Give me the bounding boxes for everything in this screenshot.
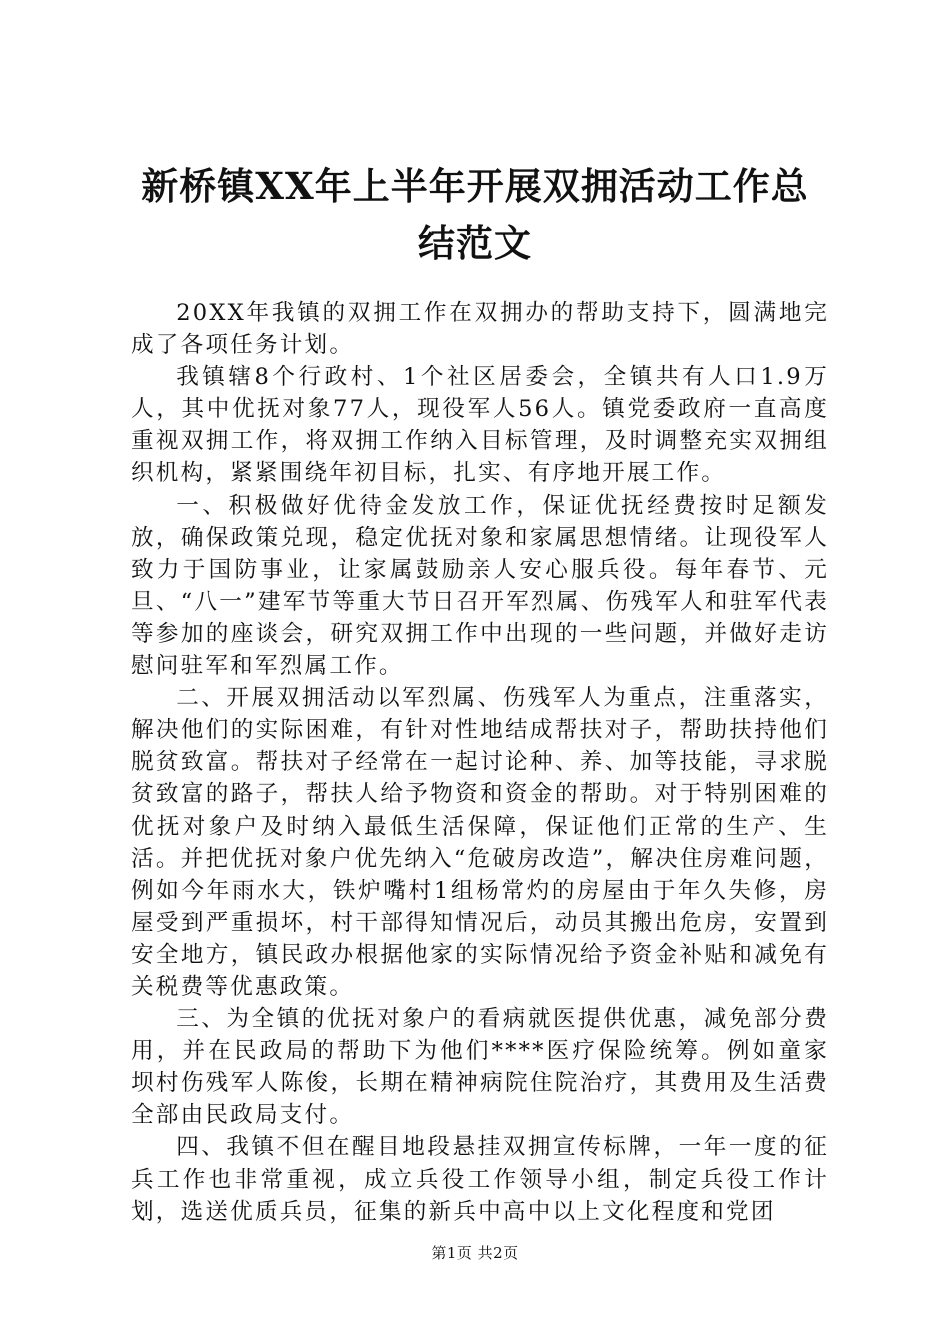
document-title: 新桥镇XX年上半年开展双拥活动工作总结范文	[141, 164, 809, 265]
paragraph-overview: 我镇辖8个行政村、1个社区居委会，全镇共有人口1.9万人，其中优抚对象77人，现役军人56人。镇党委政府一直高度重视双拥工作，将双拥工作纳入目标管理，及时调整充实双拥组织机构，紧紧围绕年初目标，扎实、有序地开展工作。	[131, 364, 829, 487]
document-body	[131, 297, 829, 1228]
paragraph-section-4: 四、我镇不但在醒目地段悬挂双拥宣传标牌，一年一度的征兵工作也非常重视，成立兵役工作领导小组，制定兵役工作计划，选送优质兵员，征集的新兵中高中以上文化程度和党团	[131, 1134, 829, 1225]
page-footer: 第1页 共2页	[431, 1244, 519, 1262]
paragraph-section-3: 三、为全镇的优抚对象户的看病就医提供优惠，减免部分费用，并在民政局的帮助下为他们****医疗保险统筹。例如童家坝村伤残军人陈俊，长期在精神病院住院治疗，其费用及生活费全部由民政局支付。	[131, 1006, 829, 1129]
paragraph-section-1: 一、积极做好优待金发放工作，保证优抚经费按时足额发放，确保政策兑现，稳定优抚对象和家属思想情绪。让现役军人致力于国防事业，让家属鼓励亲人安心服兵役。每年春节、元旦、“八一”建军节等重大节日召开军烈属、伤残军人和驻军代表等参加的座谈会，研究双拥工作中出现的一些问题，并做好走访慰问驻军和军烈属工作。	[131, 492, 829, 680]
paragraph-section-2: 二、开展双拥活动以军烈属、伤残军人为重点，注重落实，解决他们的实际困难，有针对性地结成帮扶对子，帮助扶持他们脱贫致富。帮扶对子经常在一起讨论种、养、加等技能，寻求脱贫致富的路子，帮扶人给予物资和资金的帮助。对于特别困难的优抚对象户及时纳入最低生活保障，保证他们正常的生产、生活。并把优抚对象户优先纳入“危破房改造”，解决住房难问题，例如今年雨水大，铁炉嘴村1组杨常灼的房屋由于年久失修，房屋受到严重损坏，村干部得知情况后，动员其搬出危房，安置到安全地方，镇民政办根据他家的实际情况给予资金补贴和减免有关税费等优惠政策。	[131, 685, 829, 1000]
paragraph-intro: 20XX年我镇的双拥工作在双拥办的帮助支持下，圆满地完成了各项任务计划。	[131, 300, 829, 359]
